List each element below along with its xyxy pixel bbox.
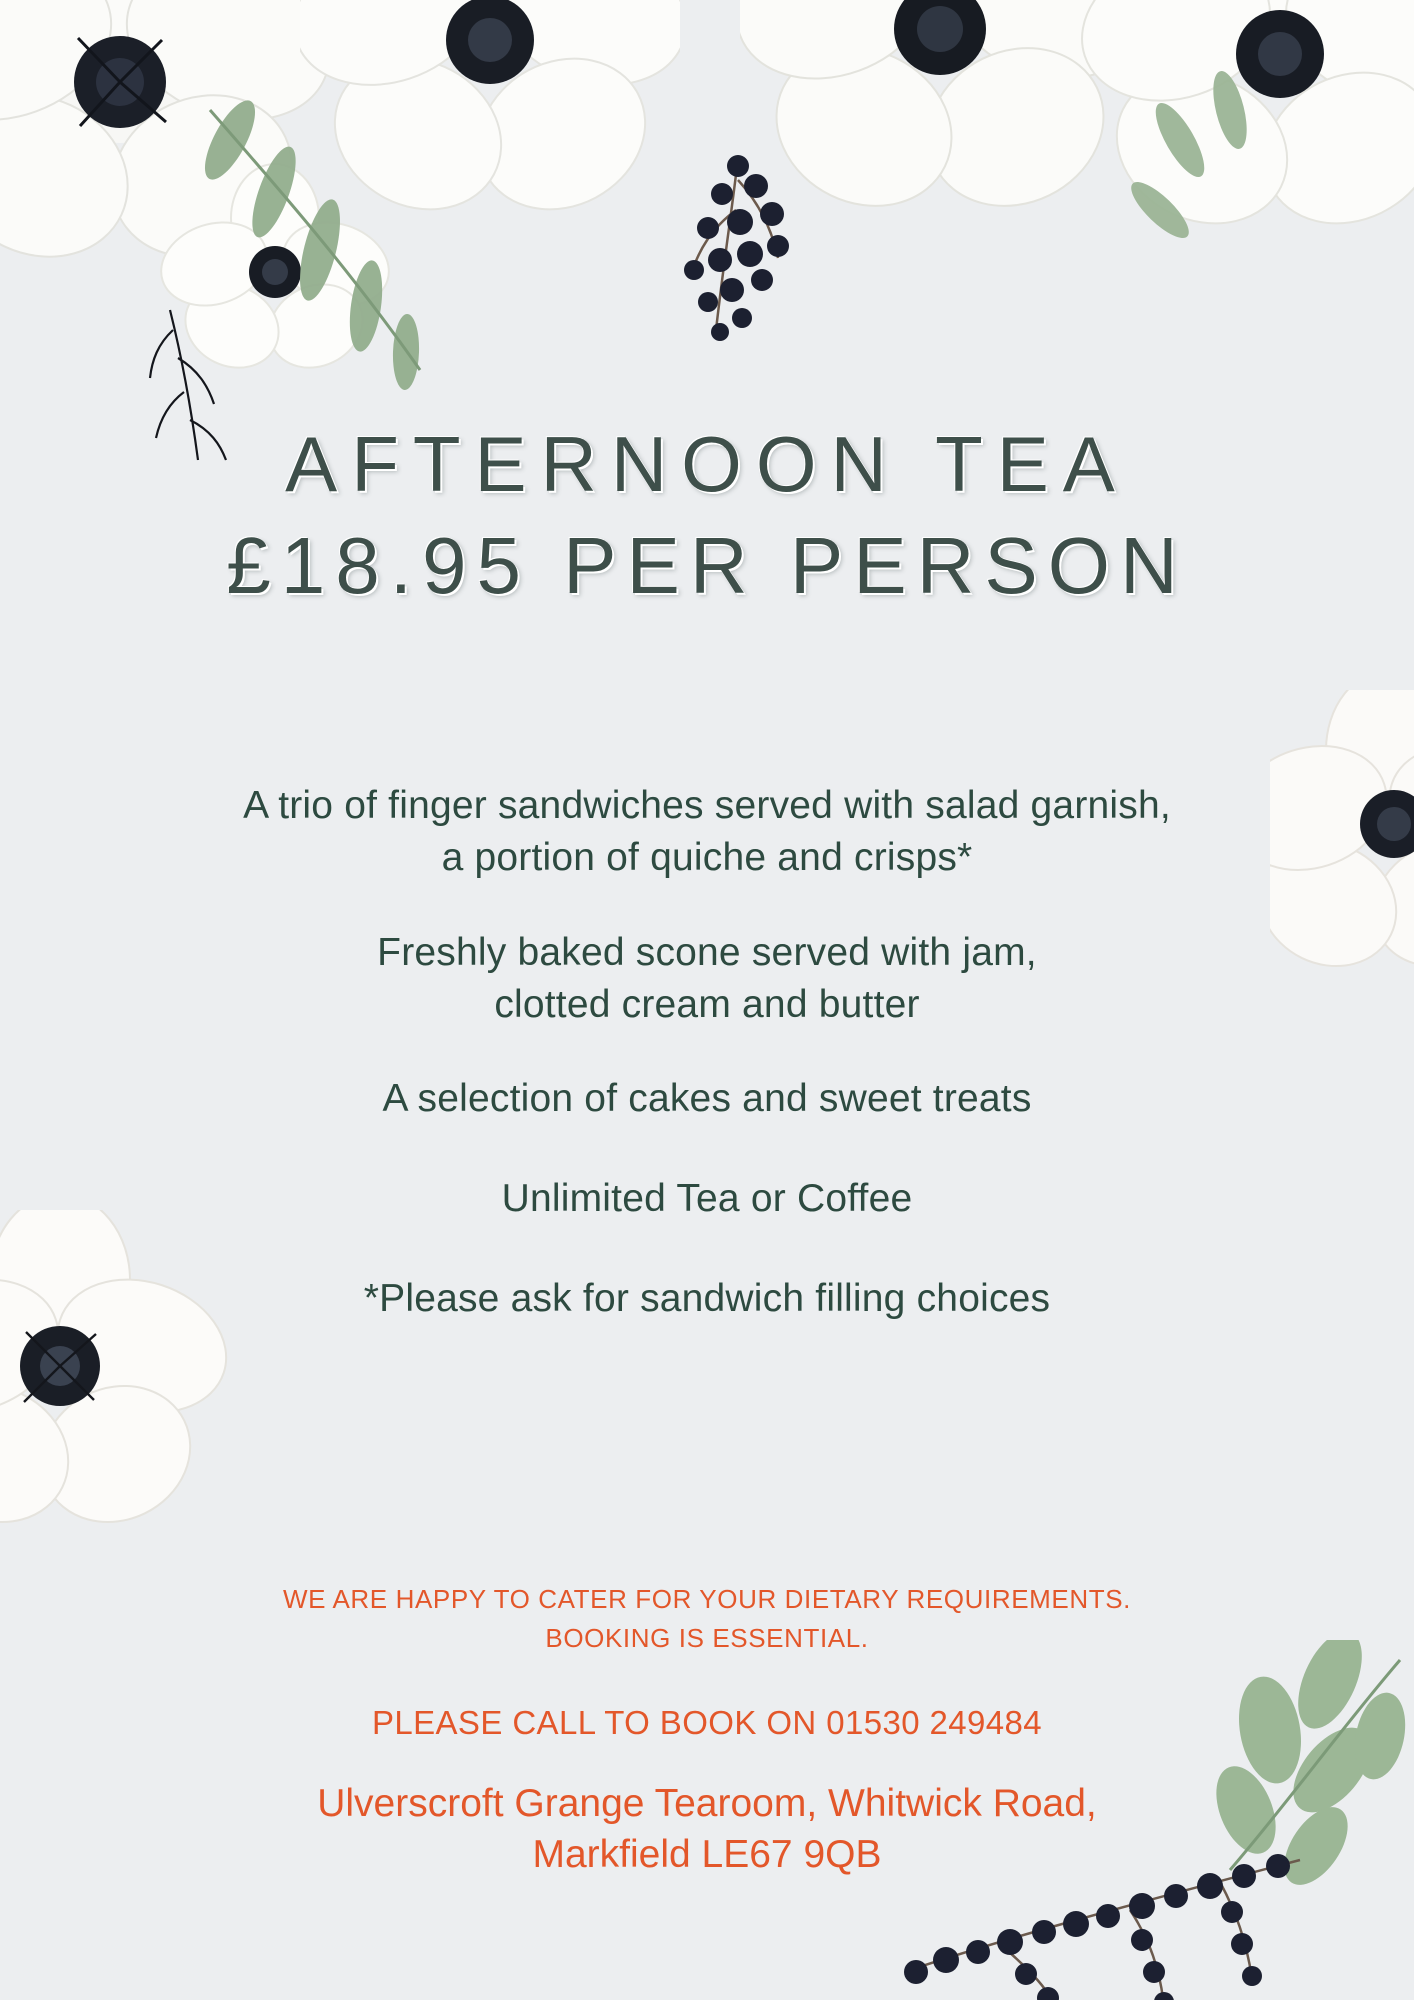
white-anemone-flower-icon [740,0,1140,235]
page-subtitle-price: £18.95 PER PERSON [226,520,1188,610]
menu-item-line: Freshly baked scone served with jam, [377,930,1037,974]
eucalyptus-leaves-icon [170,100,490,400]
dark-berry-sprig-icon [620,150,850,380]
menu-item-line: A selection of cakes and sweet treats [382,1077,1032,1121]
menu-item-line: Unlimited Tea or Coffee [501,1177,913,1221]
venue-address [0,1778,1414,1881]
dietary-notice [0,1580,1414,1658]
menu-item-line: A trio of finger sandwiches served with salad garnish, [243,784,1171,827]
poster-footer [0,1580,1414,1881]
eucalyptus-leaves-icon [1120,70,1414,370]
menu-item-scone [0,927,1414,1031]
menu-item-line: *Please ask for sandwich filling choices [363,1277,1051,1321]
white-anemone-flower-icon [1080,0,1414,250]
white-anemone-flower-icon [300,0,680,240]
address-line-2: Markfield LE67 9QB [532,1833,882,1877]
menu-item-line: a portion of quiche and crisps* [441,835,973,879]
poster-title-group [0,415,1414,617]
menu-item-sandwiches [0,780,1414,884]
white-anemone-flower-icon [0,0,330,300]
booking-notice-line: BOOKING IS ESSENTIAL. [545,1623,869,1653]
white-anemone-flower-icon [160,160,390,380]
dietary-notice-line: WE ARE HAPPY TO CATER FOR YOUR DIETARY REQUIREMENTS. [283,1584,1131,1614]
menu-item-cakes [0,1073,1414,1125]
page-title: AFTERNOON TEA [285,420,1129,508]
menu-list [0,780,1414,1325]
booking-phone-line: PLEASE CALL TO BOOK ON 01530 249484 [371,1704,1043,1741]
address-line-1: Ulverscroft Grange Tearoom, Whitwick Road, [317,1782,1097,1825]
menu-item-line: clotted cream and butter [494,982,920,1026]
menu-item-drinks [0,1173,1414,1225]
menu-footnote-sandwich-fillings [0,1273,1414,1325]
